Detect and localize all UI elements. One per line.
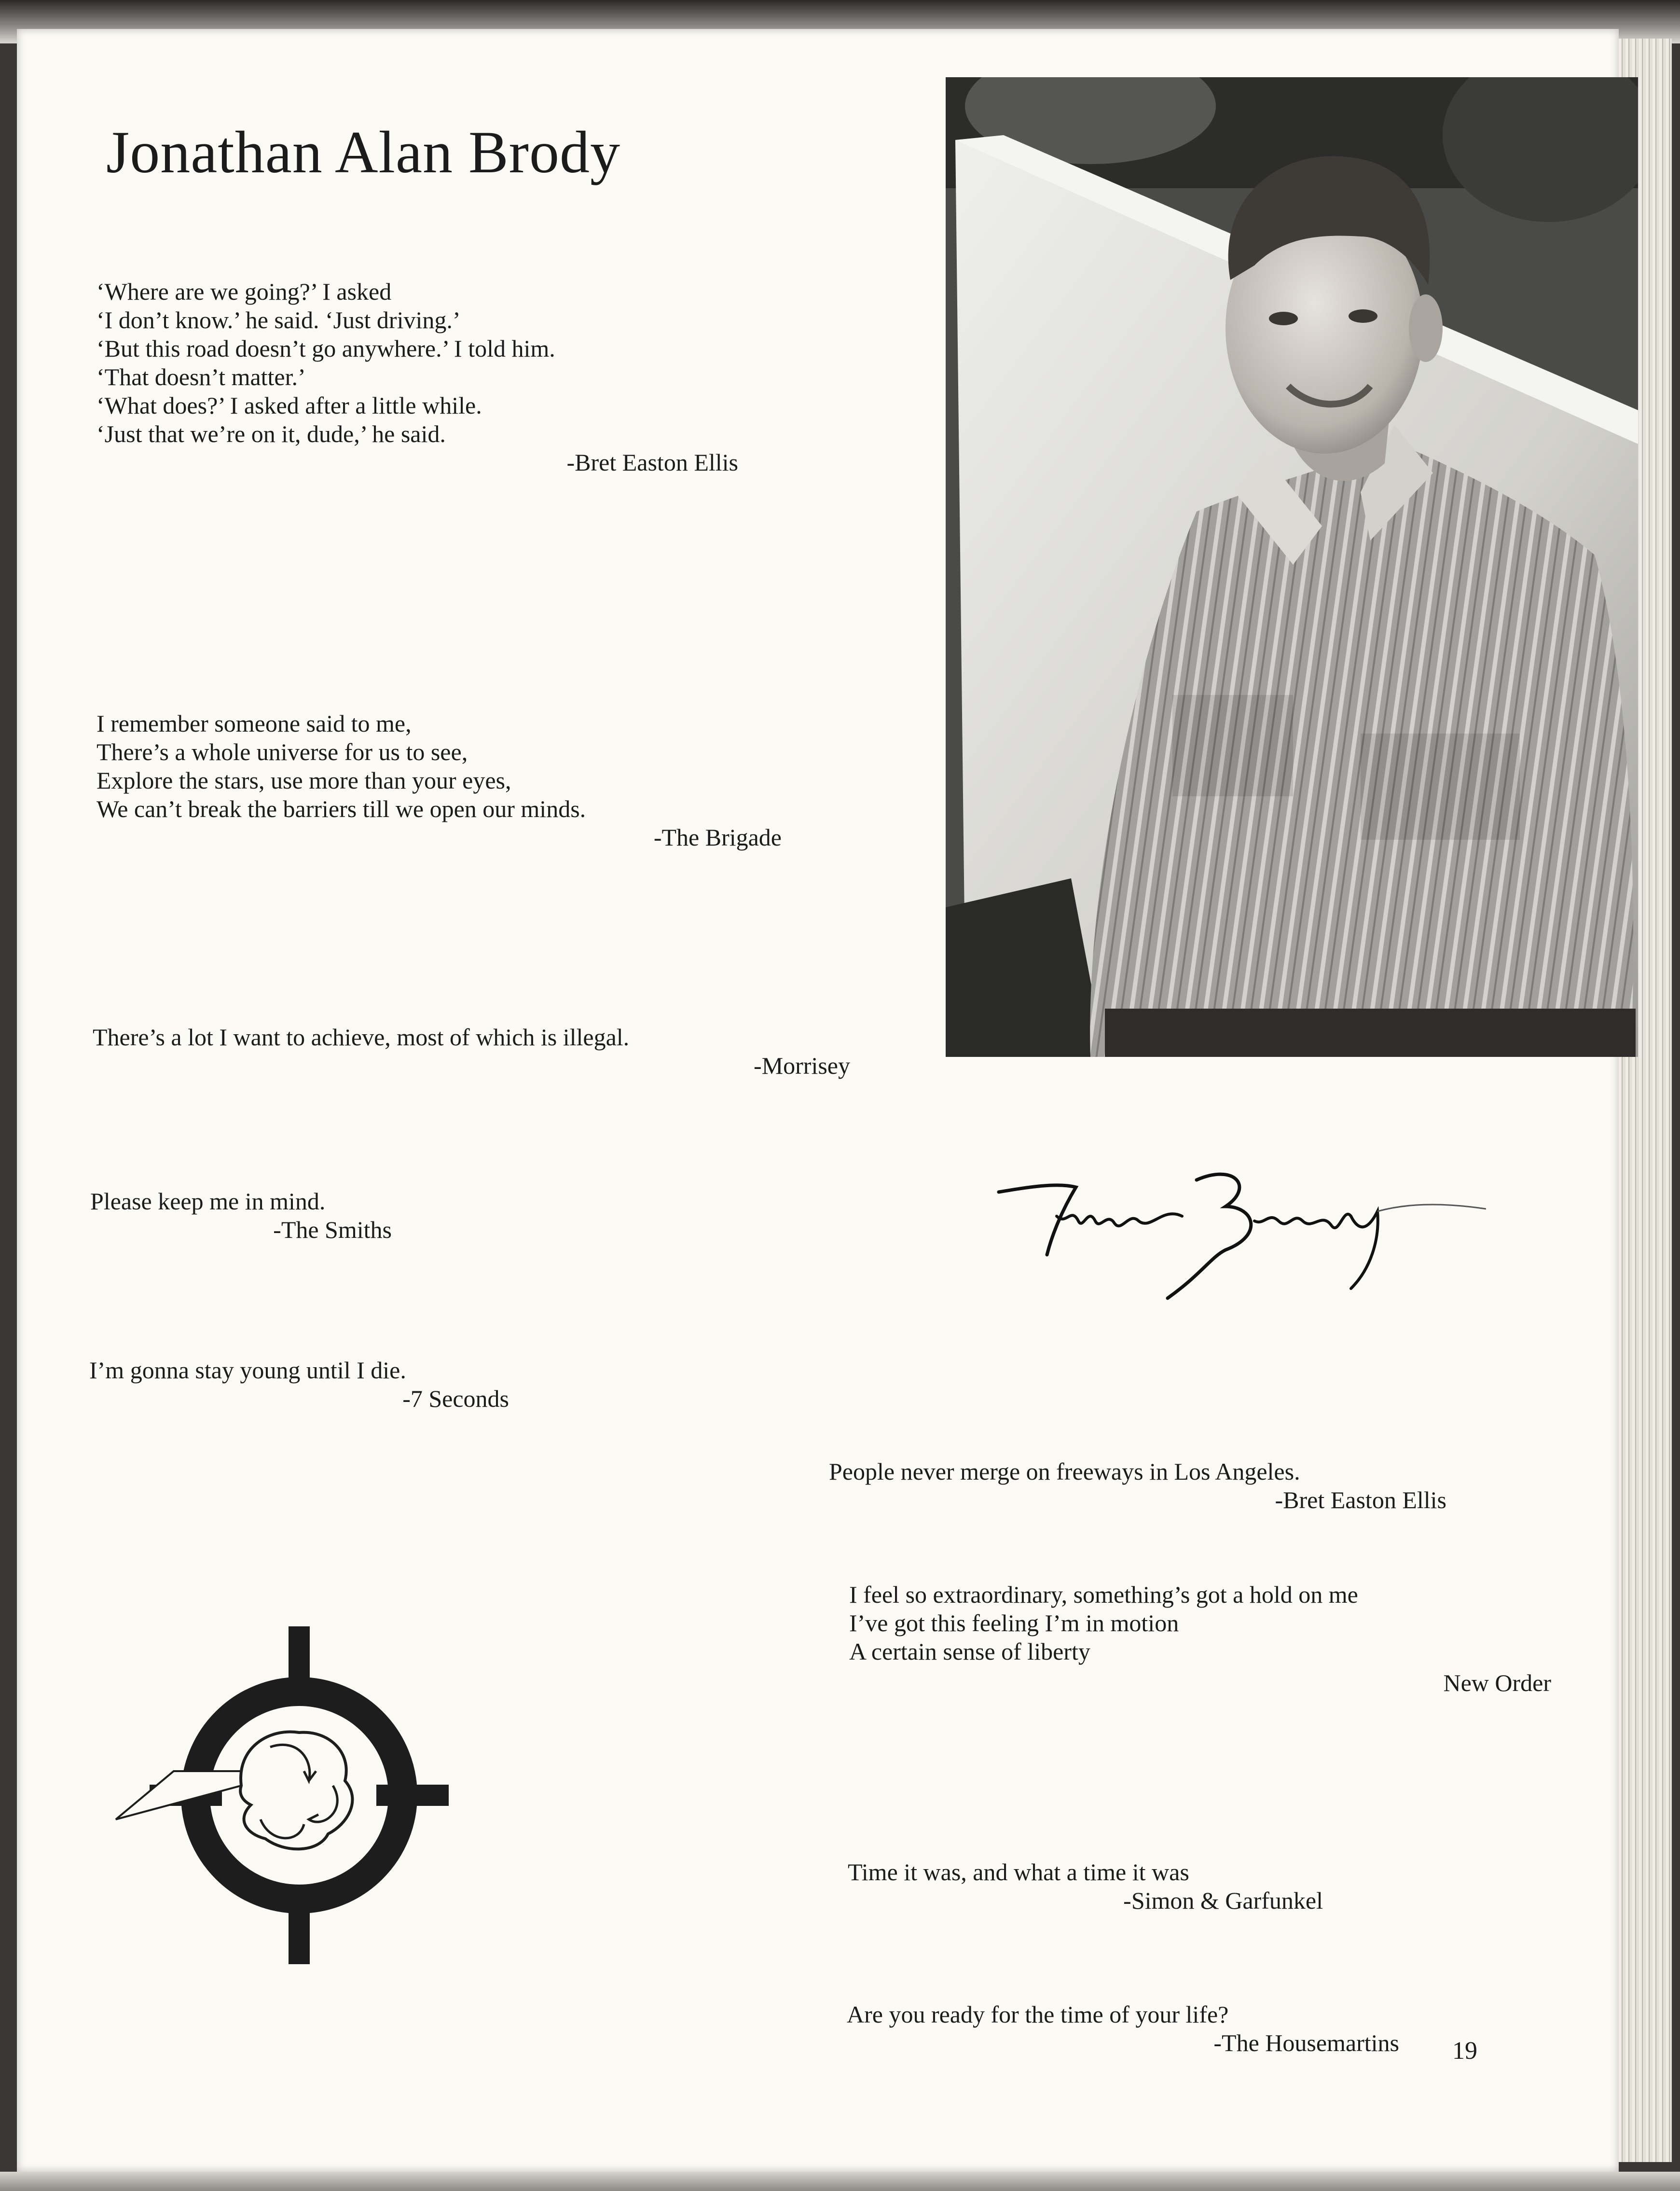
yearbook-page (17, 29, 1619, 2172)
quote-attribution: -Bret Easton Ellis (566, 449, 738, 476)
quote-line: There’s a whole universe for us to see, (96, 738, 468, 765)
quote-7 (849, 1581, 1551, 1697)
quote-3 (93, 1023, 850, 1080)
target-logo-icon (96, 1626, 463, 1964)
quote-6 (829, 1457, 1446, 1514)
quote-attribution: -Simon & Garfunkel (1123, 1887, 1323, 1914)
quote-1 (96, 277, 738, 477)
quote-9 (847, 2000, 1399, 2057)
quote-line: Please keep me in mind. (90, 1188, 326, 1215)
quote-line: I’ve got this feeling I’m in motion (849, 1609, 1179, 1636)
quote-attribution: -Morrisey (754, 1052, 850, 1079)
quote-2 (96, 709, 782, 852)
portrait-illustration (946, 77, 1638, 1057)
portrait-photo (946, 77, 1638, 1057)
quote-line: A certain sense of liberty (849, 1638, 1090, 1665)
quote-attribution: -Bret Easton Ellis (1275, 1486, 1446, 1513)
quote-line: People never merge on freeways in Los Angeles. (829, 1458, 1300, 1485)
quote-line: I feel so extraordinary, something’s got a hold on me (849, 1581, 1358, 1608)
quote-attribution: -The Brigade (653, 824, 782, 851)
quote-line: There’s a lot I want to achieve, most of which is illegal. (93, 1024, 630, 1051)
quote-line: ‘But this road doesn’t go anywhere.’ I told him. (96, 335, 555, 362)
binding-bottom (0, 2172, 1680, 2191)
quote-4 (90, 1187, 392, 1244)
quote-line: ‘Just that we’re on it, dude,’ he said. (96, 420, 446, 447)
signature (984, 1153, 1491, 1303)
quote-line: ‘I don’t know.’ he said. ‘Just driving.’ (96, 306, 461, 333)
page-title: Jonathan Alan Brody (106, 119, 620, 185)
quote-line: We can’t break the barriers till we open our minds. (96, 795, 586, 822)
quote-5 (89, 1356, 509, 1413)
quote-line: ‘That doesn’t matter.’ (96, 363, 306, 390)
quote-line: Time it was, and what a time it was (848, 1858, 1189, 1886)
quote-8 (848, 1858, 1323, 1915)
quote-line: I remember someone said to me, (96, 710, 412, 737)
quote-attribution: New Order (1443, 1669, 1551, 1696)
quote-line: I’m gonna stay young until I die. (89, 1357, 406, 1384)
quote-line: Explore the stars, use more than your eyes, (96, 767, 511, 794)
quote-line: ‘What does?’ I asked after a little while. (96, 392, 482, 419)
quote-attribution: -The Housemartins (1213, 2029, 1399, 2056)
quote-line: ‘Where are we going?’ I asked (96, 278, 392, 305)
quote-line: Are you ready for the time of your life? (847, 2001, 1229, 2028)
page-number: 19 (1452, 2037, 1477, 2065)
quote-attribution: -The Smiths (273, 1216, 392, 1243)
quote-attribution: -7 Seconds (402, 1385, 509, 1412)
